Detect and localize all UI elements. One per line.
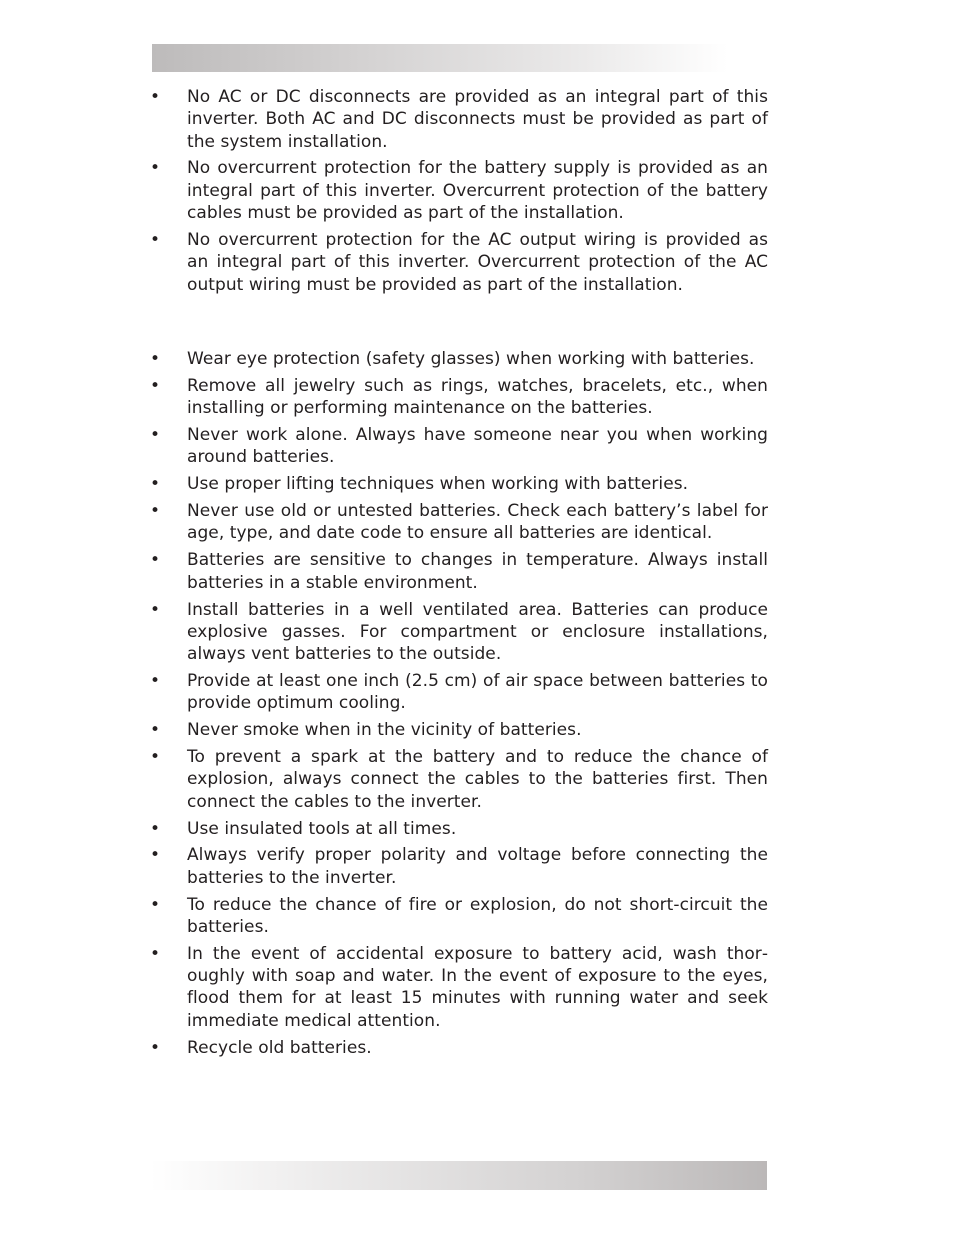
bullet-icon: • xyxy=(150,425,161,446)
list-item xyxy=(150,229,768,296)
list-item-text: Always verify proper polarity and voltage before connecting the batteries to the inverter. xyxy=(187,845,768,888)
list-item xyxy=(150,473,768,495)
bullet-icon: • xyxy=(150,671,161,692)
list-item-text: Wear eye protection (safety glasses) when working with batteries. xyxy=(187,349,755,369)
bullet-icon: • xyxy=(150,894,161,915)
list-item xyxy=(150,719,768,741)
list-item xyxy=(150,1037,768,1059)
bullet-icon: • xyxy=(150,599,161,620)
bullet-icon: • xyxy=(150,474,161,495)
bullet-icon: • xyxy=(150,818,161,839)
bullet-icon: • xyxy=(150,1037,161,1058)
battery-safety-list xyxy=(150,348,768,1064)
list-item xyxy=(150,549,768,594)
list-item-text: Recycle old batteries. xyxy=(187,1037,372,1058)
list-item-text: No overcurrent protection for the AC output wiring is provided as an integral part of this inverter. Overcurrent protection of the AC output wiring must be provided as part of the installation. xyxy=(187,229,768,295)
list-item xyxy=(150,746,768,813)
list-item xyxy=(150,670,768,715)
list-item xyxy=(150,943,768,1032)
list-item xyxy=(150,894,768,939)
list-item-text: No overcurrent protection for the battery supply is provided as an integral part of this inverter. Overcurrent protection of the battery cables must be provided as part of the installation. xyxy=(187,158,768,224)
list-item-text: Remove all jewelry such as rings, watches, bracelets, etc., when installing or performing maintenance on the batteries. xyxy=(187,375,768,419)
list-item xyxy=(150,348,768,370)
list-item-text: Install batteries in a well ventilated area. Batteries can produce explosive gasses. For compartment or enclosure installations, always vent batteries to the outside. xyxy=(187,599,768,665)
list-item xyxy=(150,375,768,420)
list-item-text: Use insulated tools at all times. xyxy=(187,818,457,839)
list-item xyxy=(150,818,768,840)
disconnect-warnings-list xyxy=(150,86,768,300)
list-item-text: Never work alone. Always have someone near you when working around batteries. xyxy=(187,425,768,468)
bullet-icon: • xyxy=(150,229,161,250)
bullet-icon: • xyxy=(150,87,161,107)
list-item-text: To reduce the chance of fire or explosion, do not short-circuit the batteries. xyxy=(187,894,768,937)
bullet-icon: • xyxy=(150,349,161,369)
list-item-text: Batteries are sensitive to changes in temperature. Always install batteries in a stable environment. xyxy=(187,550,768,593)
header-gradient-bar xyxy=(152,44,728,72)
list-item-text: No AC or DC disconnects are provided as an integral part of this inverter. Both AC and DC disconnects must be provided as part of the system installation. xyxy=(187,87,768,152)
bullet-icon: • xyxy=(150,845,161,866)
list-item-text: Never smoke when in the vicinity of batteries. xyxy=(187,720,582,741)
list-item-text: Never use old or untested batteries. Check each battery’s label for age, type, and date code to ensure all batteries are identical. xyxy=(187,501,768,544)
footer-gradient-bar xyxy=(150,1161,767,1190)
list-item-text: Use proper lifting techniques when working with batteries. xyxy=(187,474,689,495)
bullet-icon: • xyxy=(150,720,161,741)
list-item xyxy=(150,157,768,224)
bullet-icon: • xyxy=(150,943,161,964)
bullet-icon: • xyxy=(150,747,161,768)
list-item-text: In the event of accidental exposure to battery acid, wash thoroughly with soap and water. In the event of exposure to the eyes, flood them for at least 15 minutes with running water and seek immediate medical attention. xyxy=(187,943,768,1031)
bullet-icon: • xyxy=(150,375,161,396)
list-item xyxy=(150,844,768,889)
list-item xyxy=(150,500,768,545)
list-item xyxy=(150,424,768,469)
list-item-text: To prevent a spark at the battery and to reduce the chance of explosion, always connect the cables to the batteries first. Then connect the cables to the inverter. xyxy=(187,747,768,812)
bullet-icon: • xyxy=(150,158,161,179)
bullet-icon: • xyxy=(150,501,161,522)
bullet-icon: • xyxy=(150,550,161,571)
list-item xyxy=(150,86,768,153)
list-item xyxy=(150,599,768,666)
list-item-text: Provide at least one inch (2.5 cm) of air space between batteries to provide optimum cooling. xyxy=(187,671,768,714)
